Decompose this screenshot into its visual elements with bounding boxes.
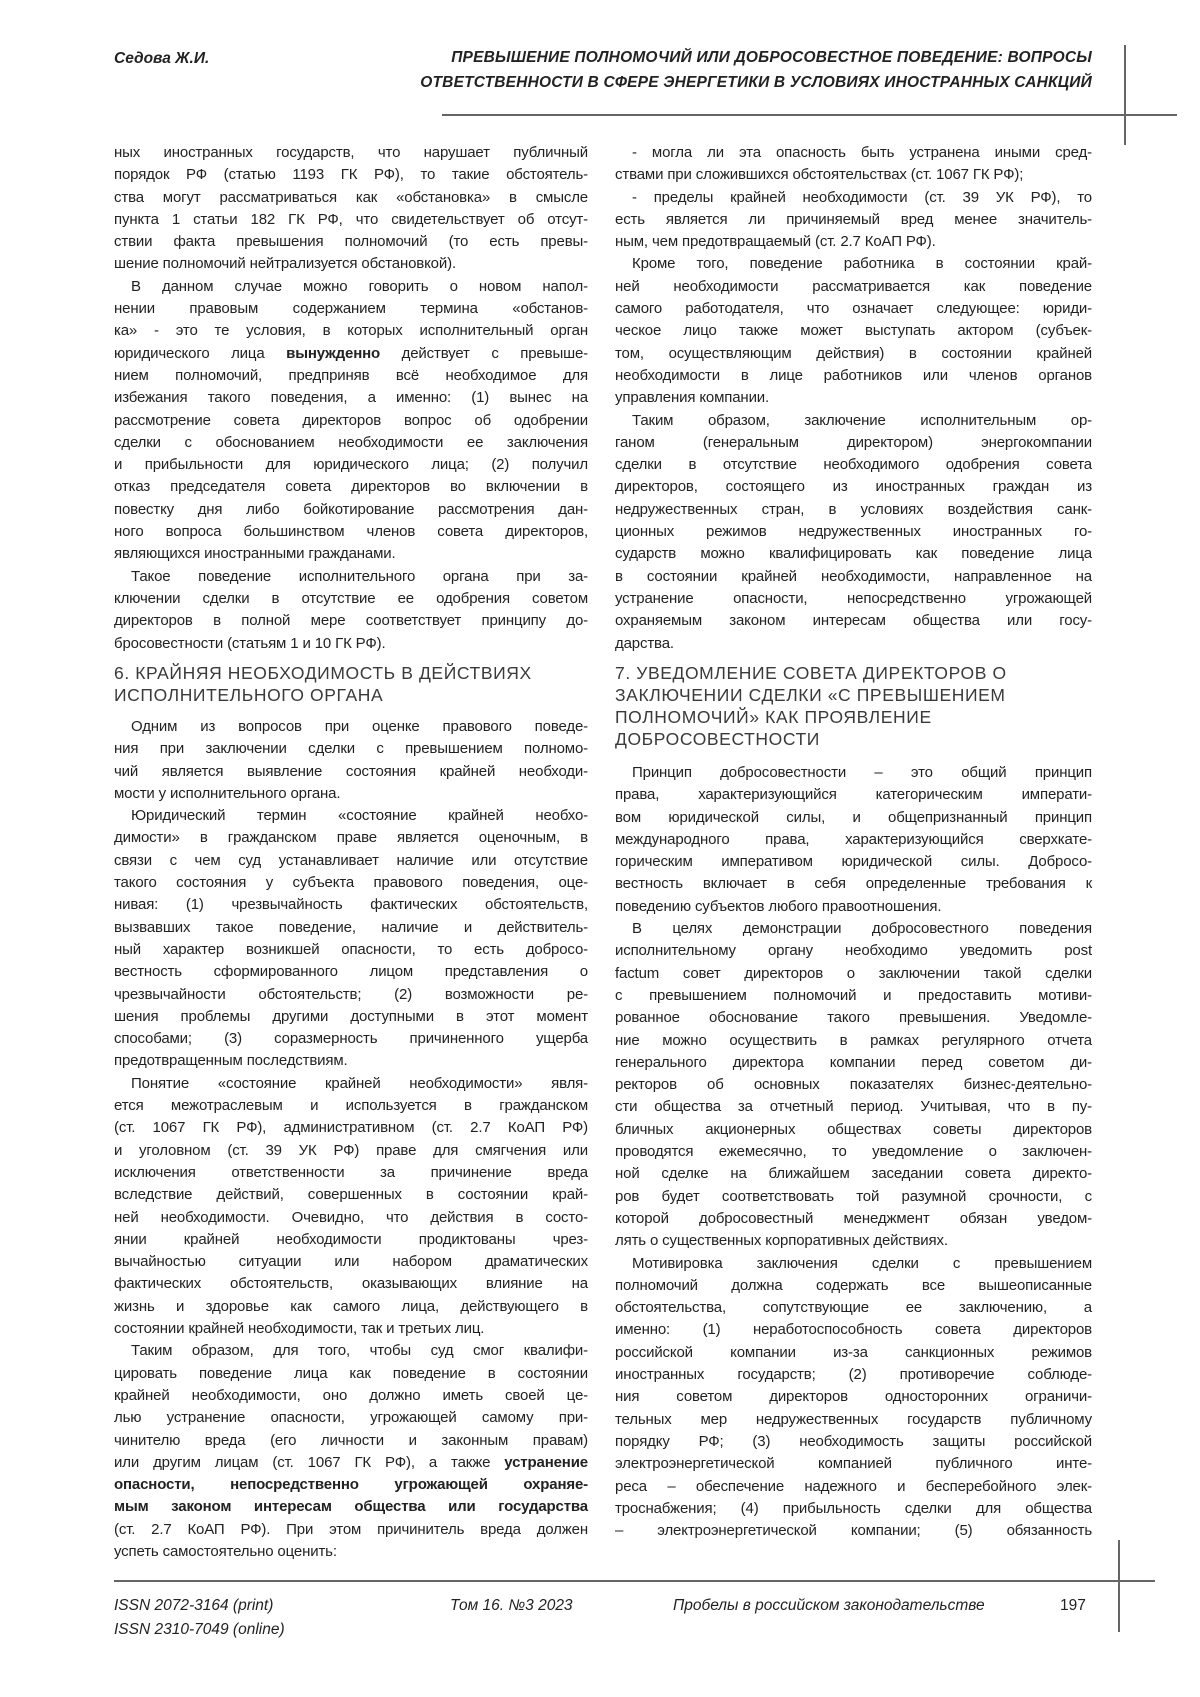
text-line: полномочий должна содержать все вышеописанные	[615, 1275, 1092, 1297]
bold-text: опасности, непосредственно угрожающей охраняе-	[114, 1476, 588, 1493]
text-line: ный характер возникшей опасности, то есть добросо-	[114, 939, 588, 961]
text-line: тельных мер недружественных государств публичному	[615, 1409, 1092, 1431]
footer-rule	[114, 1580, 1155, 1582]
text-line: сделки с обоснованием необходимости ее заключения	[114, 432, 588, 454]
text-line: шения проблемы другими доступными в этот момент	[114, 1006, 588, 1028]
text-segment: юридического лица	[114, 345, 286, 362]
text-line: димости» в гражданском праве является оценочным, в	[114, 827, 588, 849]
text-line: являющихся иностранными гражданами.	[114, 543, 588, 565]
text-line: необходимости в лице работников или членов органов	[615, 365, 1092, 387]
text-segment: действует с превыше-	[380, 345, 588, 362]
text-line: вызвавших такое поведение, наличие и действитель-	[114, 917, 588, 939]
left-column-text-top	[114, 142, 588, 655]
text-line	[114, 1452, 588, 1474]
section-heading-line: 7. УВЕДОМЛЕНИЕ СОВЕТА ДИРЕКТОРОВ О	[615, 662, 1092, 684]
section-heading-line: 6. КРАЙНЯЯ НЕОБХОДИМОСТЬ В ДЕЙСТВИЯХ	[114, 662, 588, 684]
text-line: Кроме того, поведение работника в состоянии край-	[615, 253, 1092, 275]
paragraph	[114, 1340, 588, 1563]
text-line: ния при заключении сделки с превышением полномо-	[114, 738, 588, 760]
text-line: лять о существенных корпоративных действиях.	[615, 1230, 1092, 1252]
paragraph	[114, 142, 588, 276]
text-line: самого работодателя, что означает следующее: юриди-	[615, 298, 1092, 320]
text-line: генерального директора компании перед советом ди-	[615, 1052, 1092, 1074]
section-heading-line: ПОЛНОМОЧИЙ» КАК ПРОЯВЛЕНИЕ	[615, 706, 1092, 728]
text-line: рассмотрение совета директоров вопрос об одобрении	[114, 410, 588, 432]
text-line: ционных режимов недружественных иностранных го-	[615, 521, 1092, 543]
text-line: и уголовном (ст. 39 УК РФ) праве для смягчения или	[114, 1140, 588, 1162]
left-column-text-bottom	[114, 716, 588, 1563]
text-line: ных иностранных государств, что нарушает публичный	[114, 142, 588, 164]
text-line: ров будет соответствовать той разумной срочности, с	[615, 1186, 1092, 1208]
text-line: вом юридической силы, и общепризнанный принцип	[615, 807, 1092, 829]
text-line: которой добросовестный менеджмент обязан уведом-	[615, 1208, 1092, 1230]
text-line: - пределы крайней необходимости (ст. 39 УК РФ), то	[615, 187, 1092, 209]
text-line: горическим императивом юридической силы. Добросо-	[615, 851, 1092, 873]
header-vertical-rule	[1124, 45, 1126, 145]
text-line: чинителю вреда (его личности и законным правам)	[114, 1430, 588, 1452]
text-line: ключении сделки в отсутствие ее одобрения советом	[114, 588, 588, 610]
paragraph	[615, 1253, 1092, 1543]
running-header-title-line: ПРЕВЫШЕНИЕ ПОЛНОМОЧИЙ ИЛИ ДОБРОСОВЕСТНОЕ ПОВЕДЕНИЕ: ВОПРОСЫ	[420, 45, 1092, 70]
text-line: мости у исполнительного органа.	[114, 783, 588, 805]
text-line: исключения ответственности за причинение вреда	[114, 1162, 588, 1184]
paragraph	[114, 566, 588, 655]
text-line: с превышением полномочий и предоставить мотиви-	[615, 985, 1092, 1007]
text-line: права, характеризующийся категорическим императи-	[615, 784, 1092, 806]
text-line: – электроэнергетической компании; (5) обязанность	[615, 1520, 1092, 1542]
text-line: порядок РФ (статью 1193 ГК РФ), то такие обстоятель-	[114, 164, 588, 186]
bold-text: устранение	[504, 1454, 588, 1471]
running-header-author: Седова Ж.И.	[114, 50, 209, 68]
text-line: ствии факта превышения полномочий (то есть превы-	[114, 231, 588, 253]
text-line: проводятся ежемесячно, то уведомление о заключен-	[615, 1141, 1092, 1163]
paragraph	[615, 918, 1092, 1252]
text-line: именно: (1) неработоспособность совета директоров	[615, 1319, 1092, 1341]
text-line: цировать поведение лица как поведение в состоянии	[114, 1363, 588, 1385]
paragraph	[114, 1073, 588, 1341]
text-line: устранение опасности, непосредственно угрожающей	[615, 588, 1092, 610]
header-rule	[442, 114, 1177, 116]
footer-volume-text: Том 16. №3 2023	[450, 1597, 573, 1614]
text-line: состоянии крайней необходимости, так и третьих лиц.	[114, 1318, 588, 1340]
text-line: нении правовым содержанием термина «обстанов-	[114, 298, 588, 320]
text-line: российской компании из-за санкционных режимов	[615, 1342, 1092, 1364]
text-line: ния советом директоров односторонних ограничи-	[615, 1386, 1092, 1408]
text-line	[114, 1474, 588, 1496]
text-line: В данном случае можно говорить о новом напол-	[114, 276, 588, 298]
text-line: Принцип добросовестности – это общий принцип	[615, 762, 1092, 784]
text-line: - могла ли эта опасность быть устранена иными сред-	[615, 142, 1092, 164]
text-line: рованное обоснование такого превышения. Уведомле-	[615, 1007, 1092, 1029]
section-heading-line: ИСПОЛНИТЕЛЬНОГО ОРГАНА	[114, 684, 588, 706]
text-line: ней необходимости рассматривается как поведение	[615, 276, 1092, 298]
text-line: вычайностью ситуации или набором драматических	[114, 1251, 588, 1273]
text-line: сделки в отсутствие необходимого одобрения совета	[615, 454, 1092, 476]
text-line: ректоров об основных показателях бизнес-деятельно-	[615, 1074, 1092, 1096]
text-line: способами; (3) соразмерность причиненного ущерба	[114, 1028, 588, 1050]
text-line: ней необходимости. Очевидно, что действия в состо-	[114, 1207, 588, 1229]
text-line: вестность включает в себя определенные требования к	[615, 873, 1092, 895]
text-line: Мотивировка заключения сделки с превышением	[615, 1253, 1092, 1275]
text-line: охраняемым законом интересам общества или госу-	[615, 610, 1092, 632]
footer-vertical-rule	[1118, 1540, 1120, 1632]
text-line: ганом (генеральным директором) энергокомпании	[615, 432, 1092, 454]
text-line: ной сделке на ближайшем заседании совета директо-	[615, 1163, 1092, 1185]
text-line: нивая: (1) чрезвычайность фактических обстоятельств,	[114, 894, 588, 916]
text-line	[114, 1496, 588, 1518]
text-line: фактических обстоятельств, оказывающих влияние на	[114, 1273, 588, 1295]
text-line: лью устранение опасности, угрожающей самому при-	[114, 1407, 588, 1429]
text-line: исполнительному органу необходимо уведомить post	[615, 940, 1092, 962]
section-7-heading	[615, 662, 1092, 750]
text-line: ние можно осуществить в рамках регулярного отчета	[615, 1030, 1092, 1052]
footer-issn-online	[114, 1621, 285, 1639]
paragraph	[615, 142, 1092, 187]
text-line: сударств можно квалифицировать как поведение лица	[615, 543, 1092, 565]
paragraph	[114, 716, 588, 805]
paragraph	[615, 253, 1092, 409]
text-line: шение полномочий нейтрализуется обстановкой).	[114, 253, 588, 275]
footer-issn-print	[114, 1597, 273, 1615]
text-line: директоров в полной мере соответствует принципу до-	[114, 610, 588, 632]
text-line: пункта 1 статьи 182 ГК РФ, что свидетельствует об отсут-	[114, 209, 588, 231]
section-6-heading	[114, 662, 588, 706]
paragraph	[615, 762, 1092, 918]
footer-journal	[673, 1597, 985, 1615]
text-line: ческое лицо также может выступать актором (субъек-	[615, 320, 1092, 342]
bold-text: вынужденно	[286, 345, 380, 362]
running-header-title-line: ОТВЕТСТВЕННОСТИ В СФЕРЕ ЭНЕРГЕТИКИ В УСЛОВИЯХ ИНОСТРАННЫХ САНКЦИЙ	[420, 70, 1092, 95]
running-header-title	[420, 45, 1092, 95]
text-line: крайней необходимости, оно должно иметь своей це-	[114, 1385, 588, 1407]
text-line: Юридический термин «состояние крайней необхо-	[114, 805, 588, 827]
text-line: избежания такого поведения, а именно: (1) вынес на	[114, 387, 588, 409]
text-line: Понятие «состояние крайней необходимости» явля-	[114, 1073, 588, 1095]
text-line: ка» - это те условия, в которых исполнительный орган	[114, 320, 588, 342]
text-line: ства могут рассматриваться как «обстановка» в смысле	[114, 187, 588, 209]
bold-text: мым законом интересам общества или государства	[114, 1498, 588, 1515]
text-line: управления компании.	[615, 387, 1092, 409]
text-line: поведению субъектов любого правоотношения.	[615, 896, 1092, 918]
text-line	[114, 343, 588, 365]
section-heading-line: ДОБРОСОВЕСТНОСТИ	[615, 728, 1092, 750]
text-line: бросовестности (статьям 1 и 10 ГК РФ).	[114, 633, 588, 655]
text-line: ным, чем предотвращаемый (ст. 2.7 КоАП РФ).	[615, 231, 1092, 253]
text-line: дарства.	[615, 633, 1092, 655]
text-line: предотвращенным последствиям.	[114, 1050, 588, 1072]
text-line: директоров, состоящего из иностранных граждан из	[615, 476, 1092, 498]
text-line: Таким образом, для того, чтобы суд смог квалифи-	[114, 1340, 588, 1362]
footer-issn-print-text: ISSN 2072-3164 (print)	[114, 1597, 273, 1614]
text-line: том, осуществляющим действия) в состоянии крайней	[615, 343, 1092, 365]
footer-volume	[450, 1597, 573, 1615]
text-line: нием полномочий, предприняв всё необходимое для	[114, 365, 588, 387]
text-line: повестку дня либо бойкотирование рассмотрения дан-	[114, 499, 588, 521]
text-line: в состоянии крайней необходимости, направленное на	[615, 566, 1092, 588]
text-line: связи с чем суд устанавливает наличие или отсутствие	[114, 850, 588, 872]
text-line: реса – обеспечение надежного и бесперебойного элек-	[615, 1476, 1092, 1498]
text-line: троснабжения; (4) прибыльность сделки для общества	[615, 1498, 1092, 1520]
text-line: есть является ли причиняемый вред менее значитель-	[615, 209, 1092, 231]
text-line: ствами при сложившихся обстоятельствах (ст. 1067 ГК РФ);	[615, 164, 1092, 186]
text-line: электроэнергетической компанией публичного инте-	[615, 1453, 1092, 1475]
text-segment: или другим лицам (ст. 1067 ГК РФ), а также	[114, 1454, 504, 1471]
text-line: отказ председателя совета директоров во включении в	[114, 476, 588, 498]
text-line: обстоятельства, сопутствующие ее заключению, а	[615, 1297, 1092, 1319]
text-line: порядку РФ; (3) необходимость защиты российской	[615, 1431, 1092, 1453]
text-line: вследствие действий, совершенных в состоянии край-	[114, 1184, 588, 1206]
text-line: жизнь и здоровье как самого лица, действующего в	[114, 1296, 588, 1318]
paragraph	[615, 187, 1092, 254]
text-line: такого состояния у субъекта правового поведения, оце-	[114, 872, 588, 894]
footer-journal-text: Пробелы в российском законодательстве	[673, 1597, 985, 1614]
text-line: (ст. 1067 ГК РФ), административном (ст. 2.7 КоАП РФ)	[114, 1117, 588, 1139]
text-line: иностранных государств; (2) противоречие соблюде-	[615, 1364, 1092, 1386]
text-line: ного вопроса большинством членов совета директоров,	[114, 521, 588, 543]
paragraph	[114, 805, 588, 1073]
text-line: Такое поведение исполнительного органа при за-	[114, 566, 588, 588]
paragraph	[114, 276, 588, 566]
text-line: Одним из вопросов при оценке правового поведе-	[114, 716, 588, 738]
text-line: бличных акционерных обществах советы директоров	[615, 1119, 1092, 1141]
footer-issn-online-text: ISSN 2310-7049 (online)	[114, 1621, 285, 1638]
section-heading-line: ЗАКЛЮЧЕНИИ СДЕЛКИ «С ПРЕВЫШЕНИЕМ	[615, 684, 1092, 706]
text-line: В целях демонстрации добросовестного поведения	[615, 918, 1092, 940]
right-column-text-bottom	[615, 762, 1092, 1542]
text-line: успеть самостоятельно оценить:	[114, 1541, 588, 1563]
text-line: factum совет директоров о заключении такой сделки	[615, 963, 1092, 985]
text-line: международного права, характеризующийся сверхкате-	[615, 829, 1092, 851]
text-line: (ст. 2.7 КоАП РФ). При этом причинитель вреда должен	[114, 1519, 588, 1541]
text-line: янии крайней необходимости продиктованы чрез-	[114, 1229, 588, 1251]
page-number: 197	[1060, 1597, 1086, 1615]
paragraph	[615, 410, 1092, 655]
text-line: Таким образом, заключение исполнительным ор-	[615, 410, 1092, 432]
text-line: сти общества за отчетный период. Учитывая, что в пу-	[615, 1096, 1092, 1118]
right-column-text-top	[615, 142, 1092, 655]
text-line: ется межотраслевым и используется в гражданском	[114, 1095, 588, 1117]
text-line: и прибыльности для юридического лица; (2) получил	[114, 454, 588, 476]
text-line: вестность сформированного лицом представления о	[114, 961, 588, 983]
text-line: чрезвычайности обстоятельств; (2) возможности ре-	[114, 984, 588, 1006]
text-line: чий является выявление состояния крайней необходи-	[114, 761, 588, 783]
text-line: недружественных стран, в условиях воздействия санк-	[615, 499, 1092, 521]
